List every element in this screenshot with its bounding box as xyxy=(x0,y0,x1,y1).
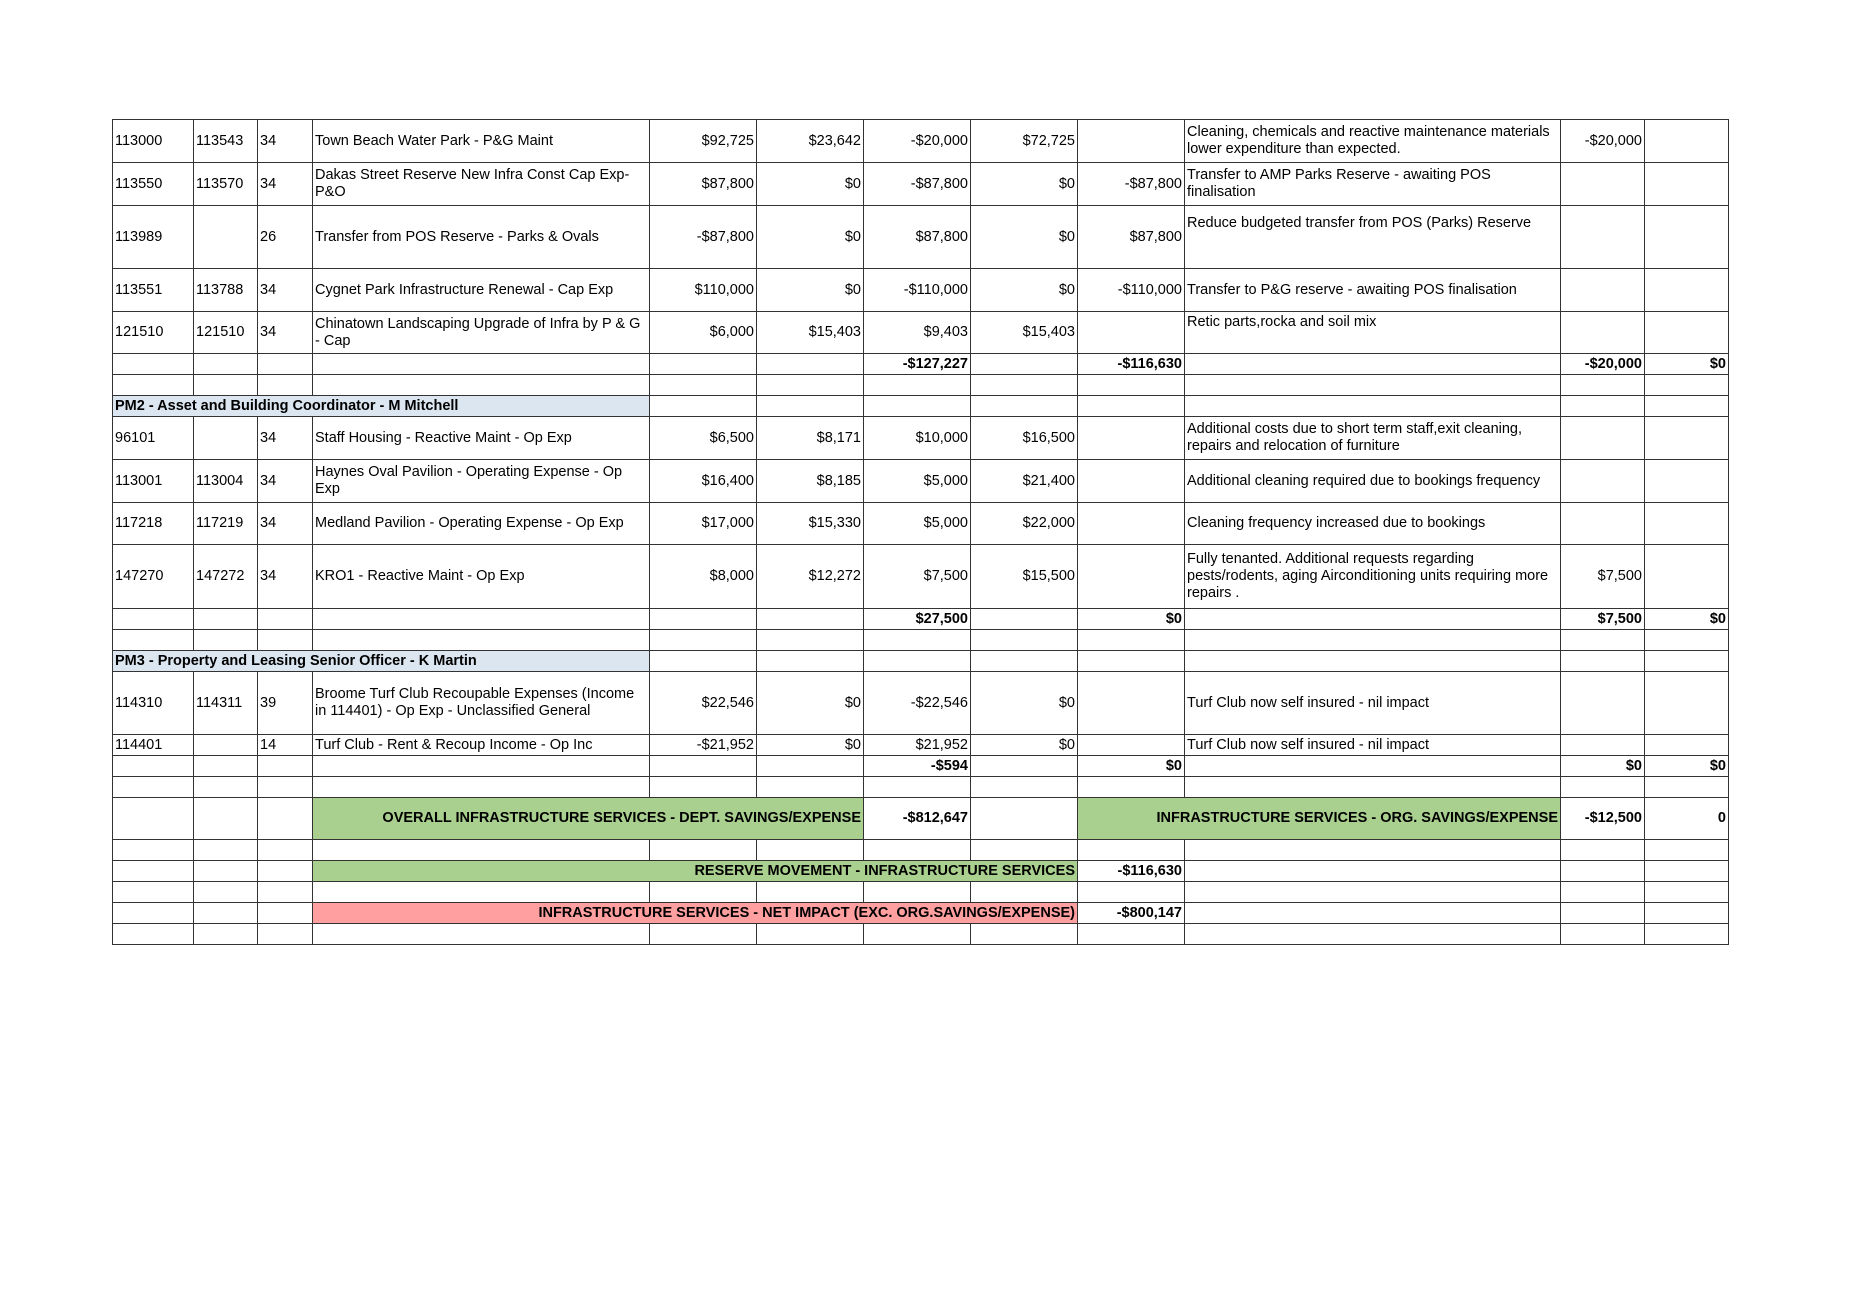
value-1: -$87,800 xyxy=(650,206,757,269)
table-row xyxy=(113,672,1729,735)
value-6 xyxy=(1561,417,1645,460)
subtotal-value-6: $0 xyxy=(1561,756,1645,777)
value-5 xyxy=(1078,672,1185,735)
value-5 xyxy=(1078,120,1185,163)
job-code: 117219 xyxy=(194,503,258,545)
value-3: -$20,000 xyxy=(864,120,971,163)
subtotal-value-7: $0 xyxy=(1645,756,1729,777)
job-code: 121510 xyxy=(194,312,258,354)
section-header: PM3 - Property and Leasing Senior Officer - K Martin xyxy=(113,651,650,672)
subtotal-value-3: -$594 xyxy=(864,756,971,777)
nature-code: 34 xyxy=(258,460,313,503)
value-7 xyxy=(1645,206,1729,269)
value-1: $6,000 xyxy=(650,312,757,354)
spacer-row xyxy=(113,375,1729,396)
table-row xyxy=(113,417,1729,460)
value-2: $15,403 xyxy=(757,312,864,354)
spacer-row xyxy=(113,882,1729,903)
budget-review-table xyxy=(112,119,1729,945)
value-5 xyxy=(1078,312,1185,354)
subtotal-value-6: $7,500 xyxy=(1561,609,1645,630)
table-row xyxy=(113,735,1729,756)
summary-row-overall xyxy=(113,798,1729,840)
comment: Transfer to AMP Parks Reserve - awaiting POS finalisation xyxy=(1185,163,1561,206)
cost-code: 113989 xyxy=(113,206,194,269)
table-row xyxy=(113,503,1729,545)
value-6 xyxy=(1561,672,1645,735)
value-6 xyxy=(1561,269,1645,312)
value-1: $16,400 xyxy=(650,460,757,503)
value-7 xyxy=(1645,460,1729,503)
spacer-row xyxy=(113,924,1729,945)
net-impact-label: INFRASTRUCTURE SERVICES - NET IMPACT (EXC. ORG.SAVINGS/EXPENSE) xyxy=(313,903,1078,924)
value-4: $0 xyxy=(971,269,1078,312)
description: Cygnet Park Infrastructure Renewal - Cap Exp xyxy=(313,269,650,312)
value-5 xyxy=(1078,545,1185,609)
table-row xyxy=(113,120,1729,163)
value-4: $22,000 xyxy=(971,503,1078,545)
job-code xyxy=(194,735,258,756)
description: Staff Housing - Reactive Maint - Op Exp xyxy=(313,417,650,460)
value-1: $87,800 xyxy=(650,163,757,206)
nature-code: 34 xyxy=(258,312,313,354)
comment: Reduce budgeted transfer from POS (Parks) Reserve xyxy=(1185,206,1561,269)
value-5 xyxy=(1078,460,1185,503)
subtotal-value-6: -$20,000 xyxy=(1561,354,1645,375)
section-header-row xyxy=(113,651,1729,672)
value-7 xyxy=(1645,120,1729,163)
cost-code: 113001 xyxy=(113,460,194,503)
comment: Cleaning frequency increased due to bookings xyxy=(1185,503,1561,545)
subtotal-value-5: $0 xyxy=(1078,609,1185,630)
value-2: $15,330 xyxy=(757,503,864,545)
table-row xyxy=(113,460,1729,503)
cost-code: 121510 xyxy=(113,312,194,354)
comment: Transfer to P&G reserve - awaiting POS finalisation xyxy=(1185,269,1561,312)
table-row xyxy=(113,269,1729,312)
value-3: $9,403 xyxy=(864,312,971,354)
job-code: 113004 xyxy=(194,460,258,503)
value-2: $8,185 xyxy=(757,460,864,503)
comment: Turf Club now self insured - nil impact xyxy=(1185,672,1561,735)
value-6: $7,500 xyxy=(1561,545,1645,609)
description: KRO1 - Reactive Maint - Op Exp xyxy=(313,545,650,609)
overall-dept-savings-label: OVERALL INFRASTRUCTURE SERVICES - DEPT. SAVINGS/EXPENSE xyxy=(313,798,864,840)
value-1: -$21,952 xyxy=(650,735,757,756)
value-1: $6,500 xyxy=(650,417,757,460)
value-5 xyxy=(1078,503,1185,545)
value-4: $15,403 xyxy=(971,312,1078,354)
value-6 xyxy=(1561,460,1645,503)
job-code: 114311 xyxy=(194,672,258,735)
value-7 xyxy=(1645,735,1729,756)
comment: Cleaning, chemicals and reactive maintenance materials lower expenditure than expected. xyxy=(1185,120,1561,163)
value-2: $8,171 xyxy=(757,417,864,460)
value-4: $0 xyxy=(971,206,1078,269)
subtotal-row xyxy=(113,354,1729,375)
cost-code: 96101 xyxy=(113,417,194,460)
nature-code: 34 xyxy=(258,503,313,545)
value-6 xyxy=(1561,312,1645,354)
overall-dept-savings-value: -$812,647 xyxy=(864,798,971,840)
value-4: $0 xyxy=(971,735,1078,756)
job-code: 113570 xyxy=(194,163,258,206)
description: Dakas Street Reserve New Infra Const Cap Exp-P&O xyxy=(313,163,650,206)
value-1: $17,000 xyxy=(650,503,757,545)
description: Transfer from POS Reserve - Parks & Ovals xyxy=(313,206,650,269)
cost-code: 117218 xyxy=(113,503,194,545)
nature-code: 14 xyxy=(258,735,313,756)
value-6 xyxy=(1561,735,1645,756)
subtotal-value-5: $0 xyxy=(1078,756,1185,777)
description: Broome Turf Club Recoupable Expenses (Income in 114401) - Op Exp - Unclassified General xyxy=(313,672,650,735)
table-row xyxy=(113,545,1729,609)
value-2: $0 xyxy=(757,735,864,756)
job-code: 147272 xyxy=(194,545,258,609)
value-2: $0 xyxy=(757,269,864,312)
value-6: -$20,000 xyxy=(1561,120,1645,163)
description: Town Beach Water Park - P&G Maint xyxy=(313,120,650,163)
value-1: $110,000 xyxy=(650,269,757,312)
comment: Additional costs due to short term staff,exit cleaning, repairs and relocation of furniture xyxy=(1185,417,1561,460)
reserve-movement-label: RESERVE MOVEMENT - INFRASTRUCTURE SERVICES xyxy=(313,861,1078,882)
value-3: $5,000 xyxy=(864,503,971,545)
nature-code: 34 xyxy=(258,163,313,206)
job-code xyxy=(194,206,258,269)
org-savings-value: -$12,500 xyxy=(1561,798,1645,840)
nature-code: 34 xyxy=(258,269,313,312)
value-2: $12,272 xyxy=(757,545,864,609)
value-2: $0 xyxy=(757,672,864,735)
value-4: $16,500 xyxy=(971,417,1078,460)
cost-code: 114401 xyxy=(113,735,194,756)
table-row xyxy=(113,206,1729,269)
value-3: $5,000 xyxy=(864,460,971,503)
subtotal-value-3: -$127,227 xyxy=(864,354,971,375)
spacer-row xyxy=(113,840,1729,861)
comment: Fully tenanted. Additional requests regarding pests/rodents, aging Airconditioning units requiring more repairs . xyxy=(1185,545,1561,609)
value-7 xyxy=(1645,545,1729,609)
org-savings-value-2: 0 xyxy=(1645,798,1729,840)
value-5: $87,800 xyxy=(1078,206,1185,269)
comment: Turf Club now self insured - nil impact xyxy=(1185,735,1561,756)
comment: Retic parts,rocka and soil mix xyxy=(1185,312,1561,354)
reserve-movement-value: -$116,630 xyxy=(1078,861,1185,882)
spacer-row xyxy=(113,777,1729,798)
cost-code: 113551 xyxy=(113,269,194,312)
value-4: $0 xyxy=(971,672,1078,735)
nature-code: 34 xyxy=(258,120,313,163)
nature-code: 34 xyxy=(258,417,313,460)
value-5: -$87,800 xyxy=(1078,163,1185,206)
value-3: $87,800 xyxy=(864,206,971,269)
value-3: $7,500 xyxy=(864,545,971,609)
subtotal-value-5: -$116,630 xyxy=(1078,354,1185,375)
cost-code: 147270 xyxy=(113,545,194,609)
value-2: $0 xyxy=(757,163,864,206)
value-7 xyxy=(1645,417,1729,460)
spacer-row xyxy=(113,630,1729,651)
value-5: -$110,000 xyxy=(1078,269,1185,312)
nature-code: 26 xyxy=(258,206,313,269)
value-3: $21,952 xyxy=(864,735,971,756)
org-savings-label: INFRASTRUCTURE SERVICES - ORG. SAVINGS/EXPENSE xyxy=(1078,798,1561,840)
value-7 xyxy=(1645,672,1729,735)
value-2: $23,642 xyxy=(757,120,864,163)
cost-code: 113550 xyxy=(113,163,194,206)
value-2: $0 xyxy=(757,206,864,269)
job-code xyxy=(194,417,258,460)
cost-code: 114310 xyxy=(113,672,194,735)
subtotal-row xyxy=(113,756,1729,777)
description: Chinatown Landscaping Upgrade of Infra by P & G - Cap xyxy=(313,312,650,354)
value-5 xyxy=(1078,417,1185,460)
value-3: -$87,800 xyxy=(864,163,971,206)
job-code: 113543 xyxy=(194,120,258,163)
value-7 xyxy=(1645,269,1729,312)
table-row xyxy=(113,163,1729,206)
subtotal-value-7: $0 xyxy=(1645,609,1729,630)
value-5 xyxy=(1078,735,1185,756)
job-code: 113788 xyxy=(194,269,258,312)
subtotal-value-7: $0 xyxy=(1645,354,1729,375)
value-1: $8,000 xyxy=(650,545,757,609)
value-1: $22,546 xyxy=(650,672,757,735)
value-1: $92,725 xyxy=(650,120,757,163)
value-4: $15,500 xyxy=(971,545,1078,609)
description: Turf Club - Rent & Recoup Income - Op Inc xyxy=(313,735,650,756)
value-4: $72,725 xyxy=(971,120,1078,163)
subtotal-row xyxy=(113,609,1729,630)
value-4: $0 xyxy=(971,163,1078,206)
value-3: $10,000 xyxy=(864,417,971,460)
value-7 xyxy=(1645,503,1729,545)
net-impact-value: -$800,147 xyxy=(1078,903,1185,924)
comment: Additional cleaning required due to bookings frequency xyxy=(1185,460,1561,503)
nature-code: 39 xyxy=(258,672,313,735)
value-6 xyxy=(1561,206,1645,269)
value-3: -$110,000 xyxy=(864,269,971,312)
table-row xyxy=(113,312,1729,354)
description: Haynes Oval Pavilion - Operating Expense - Op Exp xyxy=(313,460,650,503)
cost-code: 113000 xyxy=(113,120,194,163)
value-7 xyxy=(1645,312,1729,354)
value-6 xyxy=(1561,163,1645,206)
description: Medland Pavilion - Operating Expense - Op Exp xyxy=(313,503,650,545)
nature-code: 34 xyxy=(258,545,313,609)
section-header-row xyxy=(113,396,1729,417)
summary-row-reserve xyxy=(113,861,1729,882)
section-header: PM2 - Asset and Building Coordinator - M Mitchell xyxy=(113,396,650,417)
value-6 xyxy=(1561,503,1645,545)
subtotal-value-3: $27,500 xyxy=(864,609,971,630)
summary-row-net xyxy=(113,903,1729,924)
value-4: $21,400 xyxy=(971,460,1078,503)
value-7 xyxy=(1645,163,1729,206)
value-3: -$22,546 xyxy=(864,672,971,735)
